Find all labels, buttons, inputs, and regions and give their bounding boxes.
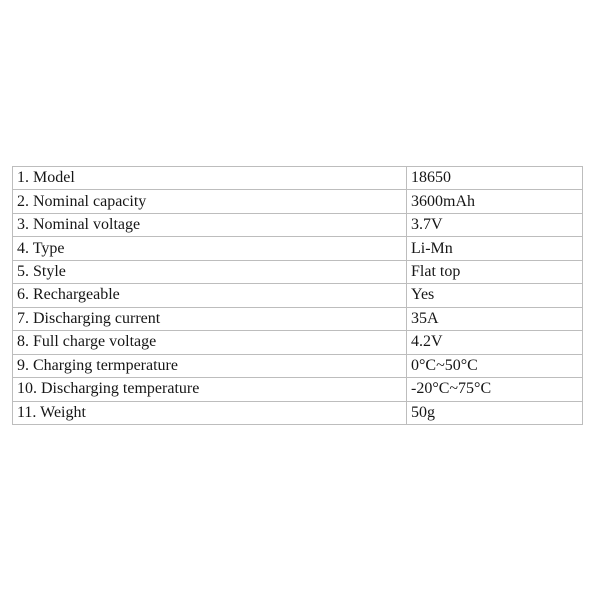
spec-value-cell: Flat top xyxy=(407,260,583,283)
table-row xyxy=(13,284,583,307)
spec-label-cell: 1. Model xyxy=(13,167,407,190)
table-row xyxy=(13,331,583,354)
spec-value-cell: 50g xyxy=(407,401,583,424)
table-row xyxy=(13,378,583,401)
spec-label-cell: 9. Charging termperature xyxy=(13,354,407,377)
table-row xyxy=(13,167,583,190)
battery-spec-table xyxy=(12,166,583,425)
spec-label-cell: 8. Full charge voltage xyxy=(13,331,407,354)
spec-value-cell: 4.2V xyxy=(407,331,583,354)
spec-value-cell: 0°C~50°C xyxy=(407,354,583,377)
spec-value-cell: 3.7V xyxy=(407,213,583,236)
spec-label-cell: 10. Discharging temperature xyxy=(13,378,407,401)
spec-table-body xyxy=(13,167,583,425)
spec-label-cell: 5. Style xyxy=(13,260,407,283)
spec-label-cell: 4. Type xyxy=(13,237,407,260)
spec-label-cell: 6. Rechargeable xyxy=(13,284,407,307)
spec-value-cell: -20°C~75°C xyxy=(407,378,583,401)
table-row xyxy=(13,213,583,236)
spec-label-cell: 3. Nominal voltage xyxy=(13,213,407,236)
spec-value-cell: 3600mAh xyxy=(407,190,583,213)
table-row xyxy=(13,354,583,377)
table-row xyxy=(13,260,583,283)
table-row xyxy=(13,307,583,330)
table-row xyxy=(13,237,583,260)
spec-value-cell: 18650 xyxy=(407,167,583,190)
table-row xyxy=(13,190,583,213)
battery-spec-table-container xyxy=(12,166,582,425)
spec-label-cell: 2. Nominal capacity xyxy=(13,190,407,213)
spec-label-cell: 7. Discharging current xyxy=(13,307,407,330)
spec-value-cell: 35A xyxy=(407,307,583,330)
table-row xyxy=(13,401,583,424)
spec-value-cell: Yes xyxy=(407,284,583,307)
spec-label-cell: 11. Weight xyxy=(13,401,407,424)
spec-value-cell: Li-Mn xyxy=(407,237,583,260)
